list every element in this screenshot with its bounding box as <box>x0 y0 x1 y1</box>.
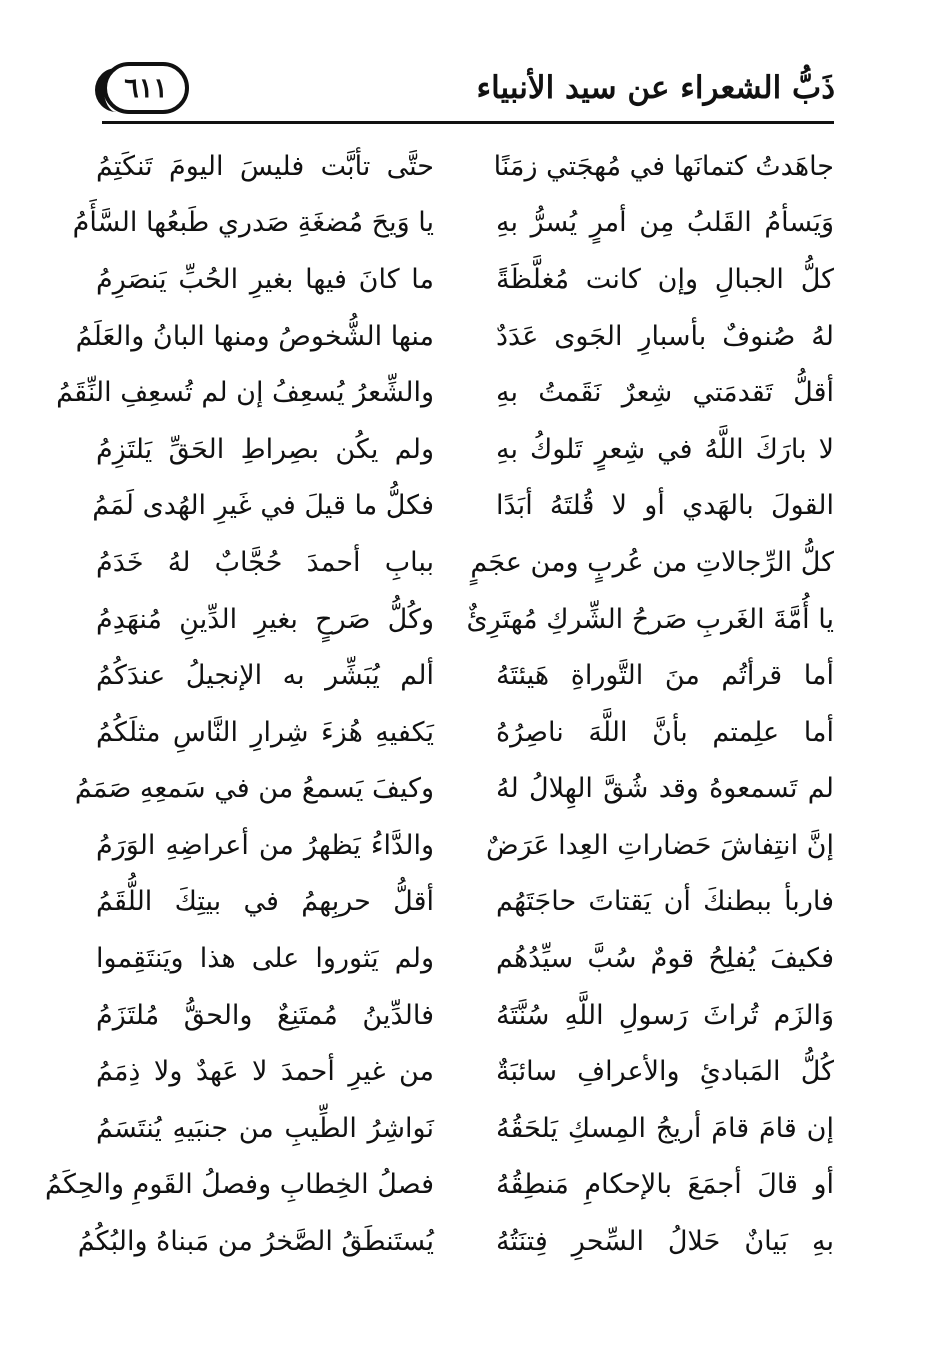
first-hemistich: فاربأ ببطنكَ أن يَقتاتَ حاجَتَهُم <box>496 886 834 918</box>
second-hemistich: ألم يُبَشِّر به الإنجيلُ عندَكُمُ <box>96 660 434 692</box>
verse-row <box>96 930 834 987</box>
second-hemistich: والدَّاءُ يَظهرُ من أعراضِهِ الوَرَمُ <box>96 829 434 861</box>
first-hemistich: جاهَدتُ كتمانَها في مُهجَتي زمَنًا <box>493 150 834 182</box>
first-hemistich: القولَ بالهَدي أو لا قُلتَهُ أبَدًا <box>496 490 834 522</box>
second-hemistich: والشِّعرُ يُسعِفُ إن لم تُسعِفِ النِّقَمُ <box>56 377 434 409</box>
poem-verses <box>45 138 834 1268</box>
first-hemistich: إن قامَ قامَ أريجُ المِسكِ يَلحَقُهُ <box>496 1112 834 1144</box>
verse-row <box>72 195 834 252</box>
page-number-badge: ٦١١ <box>103 62 189 114</box>
second-hemistich: من غيرِ أحمدَ لا عَهدٌ ولا ذِمَمُ <box>96 1056 434 1088</box>
verse-row <box>56 364 834 421</box>
second-hemistich: أقلُّ حربِهمُ في بيتِكَ اللُّقَمُ <box>96 886 434 918</box>
second-hemistich: نَواشِرُ الطِّيبِ من جنبَيهِ يُنتَسَمُ <box>96 1112 434 1144</box>
first-hemistich: أما قرأتُم منَ التَّوراةِ هَيئتَهُ <box>496 660 834 692</box>
second-hemistich: يَكفيهِ هُزءَ شِرارِ النَّاسِ مثلَكُمُ <box>96 716 434 748</box>
verse-row <box>45 1157 834 1214</box>
verse-row <box>75 308 834 365</box>
verse-row <box>96 1044 834 1101</box>
first-hemistich: فكيفَ يُفلِحُ قومٌ سُبَّ سيِّدُهُم <box>496 943 834 975</box>
header-divider <box>102 121 834 124</box>
second-hemistich: يا وَيحَ مُضغَةِ صَدري طَبعُها السَّأَمُ <box>72 207 434 239</box>
verse-row <box>96 817 834 874</box>
first-hemistich: أقلُّ تَقدمَتي شِعرٌ نَقَمتُ بهِ <box>496 377 834 409</box>
first-hemistich: يا أُمَّةَ الغَربِ صَرحُ الشِّركِ مُهتَرِئٌ <box>466 603 834 635</box>
second-hemistich: ما كانَ فيها بغيرِ الحُبِّ يَنصَرِمُ <box>96 263 434 295</box>
page-header <box>95 62 835 124</box>
verse-row <box>96 874 834 931</box>
verse-row <box>74 761 834 818</box>
second-hemistich: يُستَنطَقُ الصَّخرُ من مَبناهُ والبُكُمُ <box>77 1226 434 1258</box>
first-hemistich: لم تَسمعوهُ وقد شُقَّ الهِلالُ لهُ <box>496 773 834 805</box>
second-hemistich: ببابِ أحمدَ حُجَّابٌ لهُ خَدَمُ <box>96 546 434 578</box>
verse-row <box>96 647 834 704</box>
first-hemistich: وَيَسأمُ القَلبُ مِن أمرٍ يُسرُّ بهِ <box>496 207 834 239</box>
second-hemistich: منها الشُّخوصُ ومنها البانُ والعَلَمُ <box>75 320 434 352</box>
first-hemistich: لهُ صُنوفٌ بأسبارِ الجَوى عَدَدٌ <box>496 320 834 352</box>
first-hemistich: إنَّ انتِفاشَ حَضاراتِ العِدا عَرَضٌ <box>485 829 834 861</box>
verse-row <box>96 704 834 761</box>
second-hemistich: وكُلُّ صَرحٍ بغيرِ الدِّينِ مُنهَدِمُ <box>96 603 434 635</box>
verse-row <box>96 1100 834 1157</box>
second-hemistich: وكيفَ يَسمعُ من في سَمعِهِ صَمَمُ <box>74 773 434 805</box>
first-hemistich: كلُّ الجبالِ وإن كانت مُغلَّظَةً <box>496 263 834 295</box>
verse-row <box>92 478 834 535</box>
second-hemistich: حتَّى تأبَّت فليسَ اليومَ تَنكَتِمُ <box>96 150 434 182</box>
first-hemistich: كلُّ الرِّجالاتِ من عُربٍ ومن عجَمٍ <box>470 546 834 578</box>
first-hemistich: بهِ بَيانٌ حَلالُ السِّحرِ فِتنَتُهُ <box>496 1226 834 1258</box>
verse-row <box>96 138 834 195</box>
second-hemistich: فصلُ الخِطابِ وفصلُ القَومِ والحِكَمُ <box>45 1169 434 1201</box>
second-hemistich: ولم يَثوروا على هذا ويَنتَقِموا <box>96 943 434 975</box>
first-hemistich: وَالزَم تُراثَ رَسولِ اللَّهِ سُنَّتَهُ <box>496 999 834 1031</box>
second-hemistich: ولم يكُن بصِراطِ الحَقِّ يَلتَزِمُ <box>96 433 434 465</box>
verse-row <box>96 251 834 308</box>
first-hemistich: أو قالَ أجمَعَ بالإحكامِ مَنطِقُهُ <box>496 1169 834 1201</box>
first-hemistich: أما علِمتم بأنَّ اللَّهَ ناصِرُهُ <box>496 716 834 748</box>
first-hemistich: لا بارَكَ اللَّهُ في شِعرٍ تَلوكُ بهِ <box>496 433 834 465</box>
second-hemistich: فالدِّينُ مُمتَنِعٌ والحقُّ مُلتَزَمُ <box>96 999 434 1031</box>
first-hemistich: كُلُّ المَبادئِ والأعرافِ سائبَةٌ <box>496 1056 834 1088</box>
verse-row <box>96 534 834 591</box>
verse-row <box>77 1213 834 1270</box>
verse-row <box>96 421 834 478</box>
verse-row <box>96 987 834 1044</box>
running-title: ذَبُّ الشعراء عن سيد الأنبياء <box>476 70 835 106</box>
second-hemistich: فكلُّ ما قيلَ في غَيرِ الهُدى لَمَمُ <box>92 490 434 522</box>
verse-row <box>96 591 834 648</box>
